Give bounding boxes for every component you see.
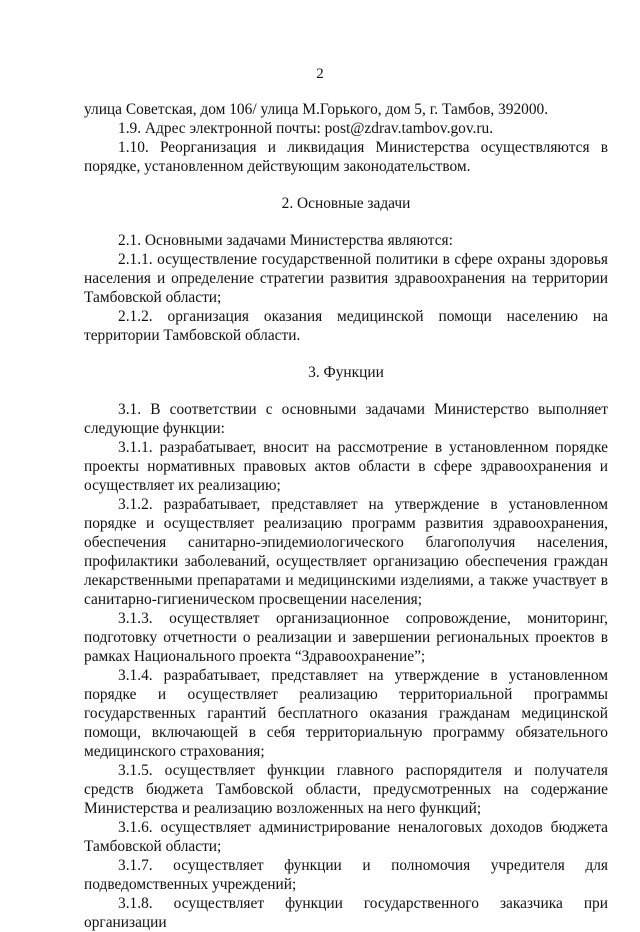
clause-3-1-8: 3.1.8. осуществляет функции государственного заказчика при организации — [84, 895, 608, 931]
clause-2-1-1: 2.1.1. осуществление государственной политики в сфере охраны здоровья населения и определение стратегии развития здравоохранения на территории Тамбовской области; — [84, 251, 608, 306]
page-number: 2 — [316, 66, 324, 82]
clause-2-1: 2.1. Основными задачами Министерства являются: — [118, 232, 453, 249]
clause-3-1-1: 3.1.1. разрабатывает, вносит на рассмотрение в установленном порядке проекты нормативных правовых актов области в сфере здравоохранения и осуществляет их реализацию; — [84, 439, 608, 494]
clause-3-1-7: 3.1.7. осуществляет функции и полномочия учредителя для подведомственных учреждений; — [84, 857, 608, 893]
clause-3-1-6: 3.1.6. осуществляет администрирование неналоговых доходов бюджета Тамбовской области; — [84, 819, 608, 855]
clause-1-10: 1.10. Реорганизация и ликвидация Министерства осуществляются в порядке, установленном действующим законодательством. — [84, 139, 608, 175]
clause-3-1-5: 3.1.5. осуществляет функции главного распорядителя и получателя средств бюджета Тамбовской области, предусмотренных на содержание Министерства и реализацию возложенных на него функций; — [84, 762, 608, 817]
address-continuation: улица Советская, дом 106/ улица М.Горького, дом 5, г. Тамбов, 392000. — [84, 101, 549, 118]
clause-3-1-4: 3.1.4. разрабатывает, представляет на утверждение в установленном порядке и осуществляет реализацию территориальной программы государственных гарантий бесплатного оказания гражданам медицинской помощи, включающей в себя территориальную программу обязательного медицинского страхования; — [84, 667, 608, 760]
clause-3-1-2: 3.1.2. разрабатывает, представляет на утверждение в установленном порядке и осуществляет реализацию программ развития здравоохранения, обеспечения санитарно-эпидемиологического благополучия населения, профилактики заболеваний, осуществляет организацию обеспечения граждан лекарственными препаратами и медицинскими изделиями, а также участвует в санитарно-гигиеническом просвещении населения; — [84, 496, 608, 608]
clause-1-9: 1.9. Адрес электронной почты: post@zdrav.tambov.gov.ru. — [118, 120, 494, 137]
clause-2-1-2: 2.1.2. организация оказания медицинской помощи населению на территории Тамбовской области. — [84, 308, 608, 344]
clause-3-1: 3.1. В соответствии с основными задачами Министерство выполняет следующие функции: — [84, 401, 608, 437]
section-3-heading: 3. Функции — [308, 364, 384, 381]
document-body — [84, 100, 608, 932]
section-2-heading: 2. Основные задачи — [281, 195, 411, 212]
clause-3-1-3: 3.1.3. осуществляет организационное сопровождение, мониторинг, подготовку отчетности о реализации и завершении региональных проектов в рамках Национального проекта “Здравоохранение”; — [84, 610, 608, 665]
